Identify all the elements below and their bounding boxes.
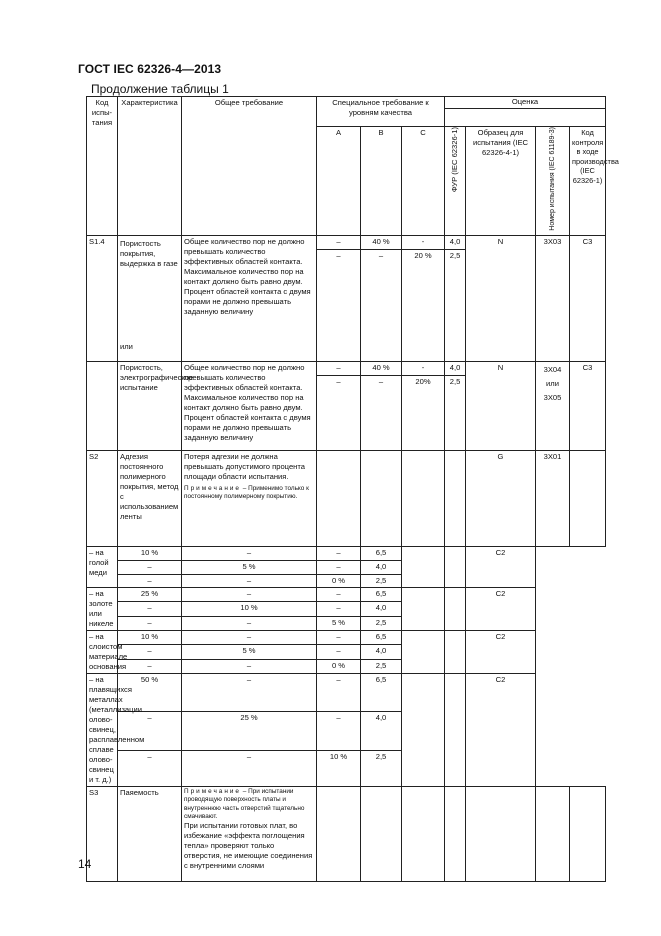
val-a: –	[118, 750, 182, 786]
val-fur: 4,0	[361, 712, 402, 751]
val-a: 50 %	[118, 673, 182, 712]
val-b: –	[182, 673, 317, 712]
code-s2: S2	[87, 450, 118, 546]
group-ctrl: C2	[466, 546, 536, 587]
val-b: 40 %	[361, 235, 402, 249]
val-a: –	[317, 375, 361, 450]
sample-s2: G	[466, 450, 536, 546]
test-s14-electro-or: или	[546, 378, 559, 388]
col-test-number: Номер испытания (IEC 61189-3)	[548, 127, 556, 231]
val-c: –	[317, 560, 361, 574]
group-label: – на плавящихся металлах (металлизации олово-свинец, расплавленном сплаве олово-свинец и т. д.)	[87, 673, 118, 786]
val-b: 10 %	[182, 602, 317, 617]
col-level-a: A	[317, 127, 361, 236]
val-fur: 2,5	[361, 660, 402, 674]
val-b: –	[182, 546, 317, 560]
val-a: 10 %	[118, 546, 182, 560]
val-b: 5 %	[182, 560, 317, 574]
val-b: –	[182, 617, 317, 631]
note-label: Примечание	[184, 484, 241, 492]
col-general: Общее требование	[182, 97, 317, 236]
table-row	[87, 546, 606, 560]
col-characteristic: Характеристика	[118, 97, 182, 236]
val-a: –	[317, 249, 361, 361]
val-fur: 2,5	[445, 249, 466, 361]
val-c: –	[317, 673, 361, 712]
val-a: 25 %	[118, 587, 182, 602]
val-a: –	[118, 560, 182, 574]
val-a: –	[317, 235, 361, 249]
gen-s3: При испытании готовых плат, во избежание «эффекта поглощения тепла» проверяют только отверстия, не имеющие соединения с внутренними слоями	[184, 821, 313, 871]
val-a: –	[118, 712, 182, 751]
col-level-b: B	[361, 127, 402, 236]
val-a: –	[118, 660, 182, 674]
val-b: –	[182, 587, 317, 602]
val-a: –	[118, 574, 182, 587]
page-number: 14	[78, 857, 92, 871]
val-b: –	[361, 249, 402, 361]
val-b: 5 %	[182, 645, 317, 660]
group-label: – на голой меди	[87, 546, 118, 587]
note-s3	[184, 788, 314, 822]
val-fur: 4,0	[361, 645, 402, 660]
val-b: 40 %	[361, 361, 402, 375]
val-fur: 4,0	[445, 361, 466, 375]
test-s14-electro-b: 3X05	[543, 392, 562, 402]
group-ctrl: C2	[466, 587, 536, 630]
requirements-table	[86, 96, 619, 882]
test-s2: 3X01	[536, 450, 570, 546]
gen-s14-gas: Общее количество пор не должно превышать количество эффективных областей контакта. Максимальное количество пор на контакт должно быть равно двум. Процент областей контакта с двумя порами не должно превышать заданную величину	[182, 235, 317, 361]
val-b: –	[182, 630, 317, 645]
char-s14-gas: Пористость покрытия, выдержка в газе	[120, 238, 178, 268]
val-fur: 2,5	[361, 617, 402, 631]
val-fur: 4,0	[361, 602, 402, 617]
val-fur: 6,5	[361, 673, 402, 712]
note-label: Примечание	[184, 787, 241, 795]
val-c: –	[317, 630, 361, 645]
val-fur: 6,5	[361, 546, 402, 560]
group-ctrl: C2	[466, 630, 536, 673]
val-c: –	[317, 546, 361, 560]
note-s2	[184, 485, 314, 502]
val-b: –	[182, 660, 317, 674]
col-evaluation-wrap	[445, 97, 606, 127]
val-fur: 2,5	[361, 750, 402, 786]
val-a: –	[317, 361, 361, 375]
val-a: –	[118, 617, 182, 631]
note-text: – При испытании проводящую поверхность платы и внутреннюю часть отверстий тщательно смачивают.	[184, 787, 305, 820]
val-fur: 4,0	[445, 235, 466, 249]
val-c: -	[402, 361, 445, 375]
char-s14-electro: Пористость, электрографическое испытание	[118, 361, 182, 450]
val-b: 25 %	[182, 712, 317, 751]
val-c: –	[317, 712, 361, 751]
col-fur: ФУР (IEC 62326-1)	[450, 127, 460, 193]
document-header: ГОСТ IEC 62326-4—2013	[78, 62, 222, 76]
val-c: –	[317, 602, 361, 617]
group-label: – на слоистом материале основания	[87, 630, 118, 673]
gen-s14-electro: Общее количество пор не должно превышать количество эффективных областей контакта. Максимальное количество пор на контакт должно быть равно двум. Процент областей контакта с двумя порами не должно превышать заданную величину	[182, 361, 317, 450]
table-continuation-title: Продолжение таблицы 1	[91, 82, 229, 96]
char-or: или	[120, 341, 133, 351]
val-c: 0 %	[317, 660, 361, 674]
val-a: –	[118, 645, 182, 660]
gen-s2: Потеря адгезии не должна превышать допустимого процента площади области испытания.	[184, 451, 305, 481]
val-fur: 6,5	[361, 630, 402, 645]
char-s3: Паяемость	[118, 786, 182, 881]
note-text: – Применимо только к постоянному полимерному покрытию.	[184, 484, 309, 501]
test-s14-electro-a: 3X04	[543, 364, 562, 374]
test-s14-gas: 3X03	[536, 235, 570, 361]
table-row	[87, 587, 606, 602]
val-fur: 6,5	[361, 587, 402, 602]
col-code: Код испы-тания	[87, 97, 118, 236]
char-s2: Адгезия постоянного полимерного покрытия, метод с использованием ленты	[118, 450, 182, 546]
val-c: -	[402, 235, 445, 249]
ctrl-s14-electro: C3	[570, 361, 606, 450]
val-fur: 2,5	[361, 574, 402, 587]
val-c: 10 %	[317, 750, 361, 786]
val-c: –	[317, 645, 361, 660]
col-control-code: Код контроля в ходе производства (IEC 62326-1)	[570, 127, 606, 236]
val-fur: 4,0	[361, 560, 402, 574]
val-b: –	[182, 574, 317, 587]
val-a: –	[118, 602, 182, 617]
col-special: Специальное требование к уровням качества	[317, 97, 445, 127]
val-fur: 2,5	[445, 375, 466, 450]
col-sample: Образец для испытания (IEC 62326-4-1)	[466, 127, 536, 236]
val-c: –	[317, 587, 361, 602]
table-row	[87, 673, 606, 712]
code-s14: S1.4	[87, 235, 118, 361]
val-c: 0 %	[317, 574, 361, 587]
col-level-c: C	[402, 127, 445, 236]
code-s3: S3	[87, 786, 118, 881]
val-c: 20%	[402, 375, 445, 450]
val-c: 20 %	[402, 249, 445, 361]
sample-s14-electro: N	[466, 361, 536, 450]
val-b: –	[182, 750, 317, 786]
col-evaluation: Оценка	[445, 97, 605, 109]
val-a: 10 %	[118, 630, 182, 645]
sample-s14-gas: N	[466, 235, 536, 361]
group-ctrl: C2	[466, 673, 536, 786]
group-label: – на золоте или никеле	[87, 587, 118, 630]
val-c: 5 %	[317, 617, 361, 631]
ctrl-s14-gas: C3	[570, 235, 606, 361]
table-row	[87, 630, 606, 645]
val-b: –	[361, 375, 402, 450]
